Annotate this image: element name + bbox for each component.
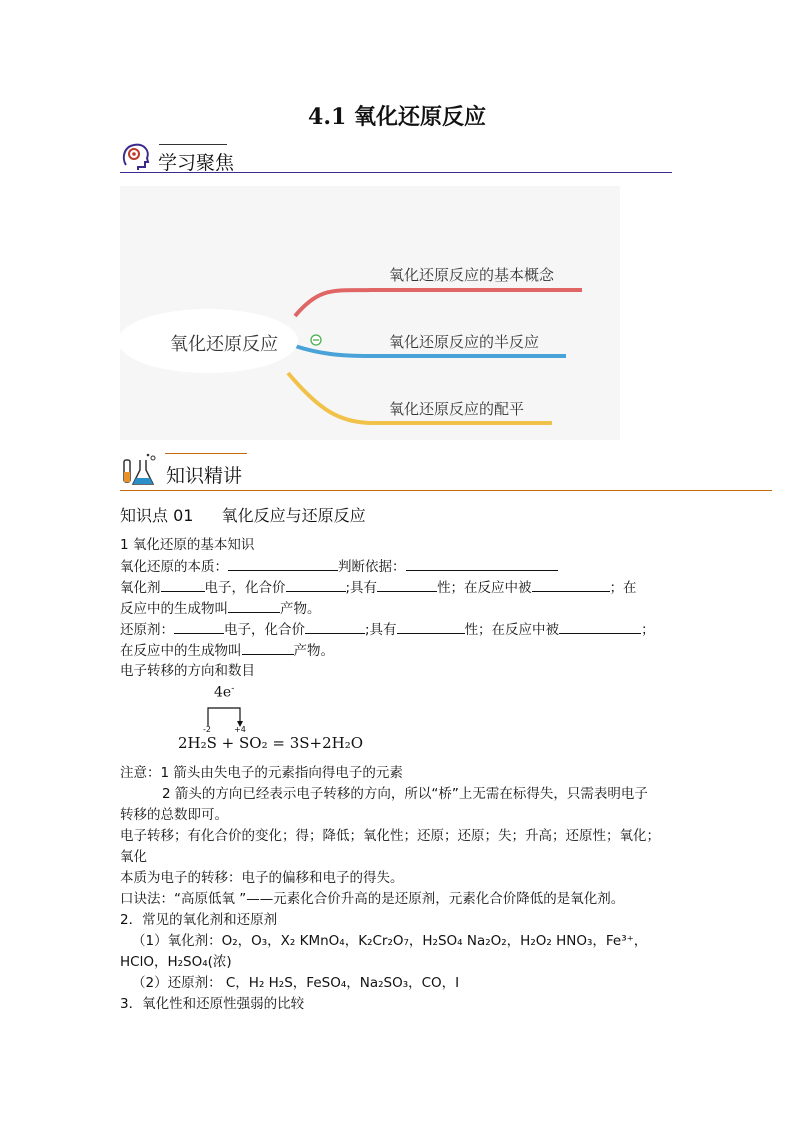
branch-topic: 氧化还原反应的基本概念 — [389, 266, 555, 284]
label: 还原剂： — [120, 622, 174, 638]
text-line: 氧化 — [120, 849, 147, 865]
divider — [120, 490, 772, 491]
fill-blank[interactable] — [532, 577, 610, 592]
page-title: 4.1 氧化还原反应 — [308, 104, 486, 130]
text-line: 本质为电子的转移：电子的偏移和电子的得失。 — [120, 870, 404, 886]
label: 在反应中的生成物叫 — [120, 643, 242, 659]
text-line: 3．氧化性和还原性强弱的比较 — [120, 996, 305, 1012]
fill-blank[interactable] — [286, 577, 346, 592]
oxidation-state: +4 — [234, 725, 246, 734]
text-line — [120, 640, 334, 661]
divider — [120, 172, 672, 173]
text-line — [120, 556, 558, 577]
label: 氧化还原的本质： — [120, 559, 228, 575]
fill-blank[interactable] — [174, 619, 224, 634]
fill-blank[interactable] — [242, 640, 294, 655]
fill-blank[interactable] — [305, 619, 365, 634]
branch-line — [295, 290, 582, 316]
label: 电子，化合价 — [224, 622, 305, 638]
section-heading-knowledge: 知识精讲 — [166, 465, 243, 487]
chemical-equation: 2H₂S + SO₂ = 3S+2H₂O — [178, 734, 364, 752]
label: ;具有 — [365, 622, 397, 638]
label: 性；在反应中被 — [464, 622, 560, 638]
text-line: 注意：1 箭头由失电子的元素指向得电子的元素 — [120, 765, 403, 781]
label: 判断依据： — [338, 559, 406, 575]
electron-count-label: 4e- — [214, 684, 235, 701]
text-line — [120, 598, 321, 619]
text-line — [120, 577, 637, 598]
electron-transfer-diagram — [176, 684, 376, 756]
mind-map — [120, 186, 620, 440]
divider — [159, 144, 227, 145]
fill-blank[interactable] — [228, 598, 280, 613]
text-line: （1）氧化剂：O₂，O₃，X₂ KMnO₄，K₂Cr₂O₇，H₂SO₄ Na₂O₂，H₂O₂ HNO₃，Fe³⁺， — [132, 933, 648, 949]
fill-blank[interactable] — [406, 556, 558, 571]
fill-blank[interactable] — [377, 577, 437, 592]
text-line — [120, 619, 655, 640]
text-line: 2 箭头的方向已经表示电子转移的方向，所以“桥”上无需在标得失，只需表明电子 — [162, 786, 648, 802]
fill-blank[interactable] — [161, 577, 205, 592]
flask-icon — [120, 452, 160, 488]
branch-topic: 氧化还原反应的半反应 — [389, 333, 540, 351]
central-topic: 氧化还原反应 — [170, 334, 278, 355]
fill-blank[interactable] — [559, 619, 641, 634]
text-line: 口诀法：“高原低氧 ”——元素化合价升高的是还原剂，元素化合价降低的是氧化剂。 — [120, 891, 625, 907]
text-line: HClO，H₂SO₄(浓) — [120, 954, 232, 970]
label: 反应中的生成物叫 — [120, 601, 228, 617]
label: 产物。 — [293, 643, 334, 659]
text-line: 2．常见的氧化剂和还原剂 — [120, 912, 278, 928]
label: 电子，化合价 — [204, 580, 286, 596]
text-line: 转移的总数即可。 — [120, 807, 228, 823]
label: ;具有 — [345, 580, 378, 596]
branch-topic: 氧化还原反应的配平 — [389, 400, 525, 418]
label: 性；在反应中被 — [437, 580, 532, 596]
label: ； — [641, 622, 655, 638]
fill-blank[interactable] — [397, 619, 465, 634]
label: 产物。 — [280, 601, 321, 617]
fill-blank[interactable] — [228, 556, 338, 571]
transfer-bridge — [208, 708, 240, 726]
label: 氧化剂 — [120, 580, 161, 596]
divider — [165, 453, 247, 454]
text-line: 电子转移；有化合价的变化；得；降低；氧化性；还原；还原；失；升高；还原性；氧化； — [120, 828, 660, 844]
oxidation-state: -2 — [203, 725, 211, 734]
knowledge-point-heading — [120, 503, 366, 526]
text-line: 1 氧化还原的基本知识 — [120, 537, 255, 553]
text-line: 电子转移的方向和数目 — [120, 663, 255, 679]
knowledge-point-title: 氧化反应与还原反应 — [221, 506, 366, 525]
brain-head-icon — [120, 141, 152, 171]
text-line: （2）还原剂： C，H₂ H₂S，FeSO₄，Na₂SO₃，CO，I — [132, 975, 460, 991]
knowledge-point-number: 知识点 01 — [120, 506, 194, 525]
section-heading-focus: 学习聚焦 — [158, 152, 235, 174]
label: ；在 — [609, 580, 637, 596]
